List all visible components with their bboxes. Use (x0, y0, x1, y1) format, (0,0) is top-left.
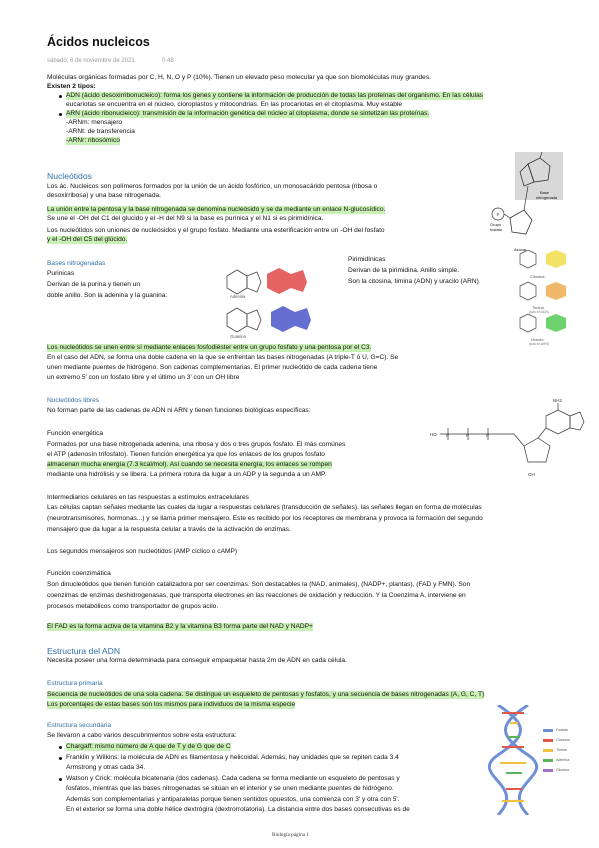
svg-text:P: P (496, 212, 500, 217)
fig-fosfato-label: fosfato (490, 227, 503, 232)
intro-line1: Moléculas orgánicas formadas por C, H, N, O y P (10%). Tienen un elevado peso molecular ya que son biomoléculas muy grandes. (47, 74, 431, 81)
union-l4: un extremo 5' con un fosfato libre y el último un 3' con un OH libre (47, 374, 240, 381)
libres-l1: No forman parte de las cadenas de ADN ni ARN y tienen funciones biológicas específicas: (47, 407, 311, 414)
bullet (59, 113, 62, 116)
nuc-l3: La unión entre la pentosa y la base nitrogenada se denomina nucleósido y se da mediante un enlace N-glucosídico. (47, 206, 386, 213)
franklin-item2: Armstrong y otras cada 34. (66, 764, 146, 771)
libres-heading: Nucleótidos libres (47, 397, 100, 404)
secundaria-heading: Estructura secundaria (47, 722, 112, 729)
uracilo-label: Uracilo (531, 337, 544, 342)
coenzimatica-l1: Son dinucleótidos que tienen función catalizadora por ser coenzimas. Son destacables la (NAD, animales), (NADP+, plantas), (FAD y FMN). Son (47, 581, 471, 588)
intro-arnm: -ARNm: mensajero (66, 119, 123, 126)
purine-bases-image (207, 262, 347, 342)
intro-arn: ARN (ácido ribonucleico): transmisión de la información genética del núcleo al citoplasma, donde se sintetizan las proteínas. (66, 110, 430, 117)
page-time: 0:48 (162, 58, 174, 64)
svg-text:P: P (446, 433, 450, 438)
union-l2: En el caso del ADN, se forma una doble cadena en la que se enfrentan las bases nitrogenadas (A triple-T ó U, G=C). Se (47, 354, 399, 361)
pirim-l2: Son la citosina, timina (ADN) y uracilo (ARN) (348, 278, 479, 285)
intro-adn2: eucariotas se encuentra en el núcleo, cloroplastos y mitocondrias. En las procariotas en el citoplasma. Muy estable (66, 101, 403, 108)
primaria-l2: Los porcentajes de estas bases son los mismos para individuos de la misma especie (47, 701, 296, 708)
dna-legend-4: Citosina (556, 768, 569, 772)
purinas-l1: Derivan de la purina y tienen un (47, 281, 141, 288)
coenzimatica-title: Función coenzimática (47, 570, 111, 577)
watson-item3: Además son complementarias y antiparalelas porque tienen sentidos opuestos, una comienza con 3' y otra con 5'. (66, 796, 400, 803)
timina-label: Timina (532, 305, 544, 310)
dna-legend-3: Adenina (556, 758, 570, 762)
nuc-l6: y el -OH del C5 del glúcido. (47, 236, 128, 243)
fig-base-label: Base (540, 190, 550, 195)
fig-grupo-label: Grupo (490, 222, 502, 227)
nucleotide-structure-image (490, 150, 565, 258)
energetica-l4: mediante una hidrólisis y se libera. La primera rotura da lugar a un ADP y la segunda a un AMP. (47, 471, 327, 478)
pirim-l1: Derivan de la pirimidina. Anillo simple. (348, 267, 460, 274)
intro-adn: ADN (ácido desoxirribonucleico): forma los genes y contiene la información de producción de todas las proteínas del organismo. En las células (66, 92, 484, 99)
section-nucleotidos: Nucleótidos (47, 171, 92, 181)
primaria-l1: Secuencia de nucleótidos de una sola cadena. Se distingue un esqueleto de pentosas y fosfatos, y una secuencia de bases nitrogenadas (A, G, C, T) (47, 691, 485, 698)
citosina-label: Citosina (530, 274, 545, 279)
fig-base-label2: nitrogenada (536, 195, 558, 200)
purinas-title: Purinicas (47, 270, 75, 277)
nuc-l4: Se une el -OH del C1 del glucido y el -H del N9 si la base es purínica y el N1 si es pirimidínica. (47, 215, 324, 222)
uracilo-note: (solo en ARN) (529, 342, 549, 346)
energetica-l2: el ATP (adenosín trifosfato). Tienen función energética ya que los enlaces de los grupos fosfato (47, 451, 325, 458)
purinas-l2: doble anillo. Son la adenina y la guanina. (47, 292, 168, 299)
bullet (59, 746, 62, 749)
section-estructura: Estructura del ADN (47, 646, 121, 656)
coenzimatica-l4: El FAD es la forma activa de la vitamina B2 y la vitamina B3 forma parte del NAD y NADP+ (47, 623, 313, 630)
intermediarios-l1: Las células captan señales mediante las cuales da lugar a respuestas celulares (transducción de señales). las señales llegan en forma de moléculas (47, 504, 482, 511)
bullet (59, 757, 62, 760)
union-l1: Los nucleótidos se unen entre sí mediante enlaces fosfodiéster entre un grupo fosfato y una pentosa por el C3. (47, 344, 372, 351)
nuc-l1: Los ác. Nucleicos son polímeros formados por la unión de un ácido fosfórico, un monosacárido pentosa (ribosa o (47, 183, 378, 190)
secundaria-intro: Se llevaron a cabo varios descubrimientos sobre esta estructura: (47, 732, 237, 739)
union-l3: unen mediante puentes de hidrógeno. Son cadenas complementarias. El primer nucleótido de cada cadena tiene (47, 364, 378, 371)
dna-legend-1: Guanina (556, 738, 570, 742)
dna-legend-2: Timina (556, 748, 567, 752)
chargaff-item: Chargaff: mismo número de A que de T y de G que de C (66, 743, 231, 750)
intermediarios-title: Intermediarios celulares en las respuestas a estímulos extracelulares (47, 494, 249, 501)
pyrimidine-bases-image (508, 250, 573, 345)
nuc-l2: desoxirribosa) y una base nitrogenada. (47, 192, 161, 199)
watson-item: Watson y Crick: molécula bicatenaria (dos cadenas). Cada cadena se forma mediante un esqueleto de pentosas y (66, 775, 400, 782)
bullet (59, 778, 62, 781)
svg-text:P: P (466, 433, 470, 438)
atp-structure-image (428, 398, 588, 486)
watson-item2: fosfatos, mientras que las bases nitrogenadas se sitúan en el interior y se unen mediante puentes de hidrógeno. (66, 785, 394, 792)
nucleotide-figure (490, 150, 565, 258)
page-date: sábado, 6 de noviembre de 2021 (47, 58, 135, 64)
bases-heading: Bases nitrogenadas (47, 260, 106, 267)
intro-arnt: -ARNt: de transferencia (66, 128, 135, 135)
dna-legend-0: Fosfato (556, 728, 568, 732)
atp-nh2-label: NH2 (553, 398, 563, 403)
energetica-l3: almacenan mucha energía (7.3 kcal/mol). Así cuando se necesita energía, los enlaces se rompen (47, 461, 332, 468)
timina-note: (solo en ADN) (529, 310, 549, 314)
guanina-label: Guanina (230, 334, 246, 339)
intermediarios-l4: Los segundos mensajeros son nucleótidos (AMP cíclico o cAMP) (47, 548, 238, 555)
intermediarios-l3: mensajero que da lugar a la respuesta celular a través de la activación de enzimas. (47, 526, 291, 533)
watson-item4: En el exterior se forma una doble hélice dextrógira (dextrorrotatoria). La distancia entre dos bases consecutivas es de (66, 806, 410, 813)
svg-text:OH: OH (528, 472, 535, 477)
energetica-l1: Formados por una base nitrogenada adenina, una ribosa y dos o tres grupos fosfato. El más comúnes (47, 441, 346, 448)
primaria-heading: Estructura primaria (47, 680, 103, 687)
pirimidinicas-title: Pirimidínicas (348, 256, 386, 263)
svg-text:P: P (486, 433, 490, 438)
bullet (59, 95, 62, 98)
nuc-l5: Los nucleótidos son uniones de nucleósidos y el grupo fosfato. Mediante una esterificación entre un -OH del fosfato (47, 227, 385, 234)
intro-arnr: -ARNr: ribosómico (66, 137, 120, 144)
svg-text:HO: HO (430, 432, 437, 437)
energetica-title: Función energética (47, 430, 104, 437)
fig-azucar-label: Azúcar (514, 247, 527, 252)
intro-line2: Existen 2 tipos: (47, 83, 96, 90)
estructura-l1: Necesita poseer una forma determinada para conseguir empaquetar hasta 2m de ADN en cada célula. (47, 657, 347, 664)
coenzimatica-l2: coenzimas de enzimas deshidrogenasas, que transporta electrones en las reacciones de oxidación y reducción. Y la Coenzima A, interviene en (47, 592, 466, 599)
adenina-label: Adenina (230, 294, 246, 299)
dna-helix-figure (488, 705, 584, 815)
page-title: Ácidos nucleicos (47, 35, 150, 49)
dna-helix-image (488, 705, 584, 815)
coenzimatica-l3: procesos metabólicos como transportador de grupos acilo. (47, 603, 219, 610)
intermediarios-l2: (neurotransmisores, hormonas...) y se llama primer mensajero. Este es recibido por los receptores de membrana y provoca la formación del segundo (47, 515, 483, 522)
franklin-item: Franklin y Wilkins: la molécula de ADN es filamentosa y helicoidal. Además, hay unidades que se repiten cada 3.4 (66, 754, 399, 761)
page-footer: Biología página 1 (272, 832, 309, 838)
